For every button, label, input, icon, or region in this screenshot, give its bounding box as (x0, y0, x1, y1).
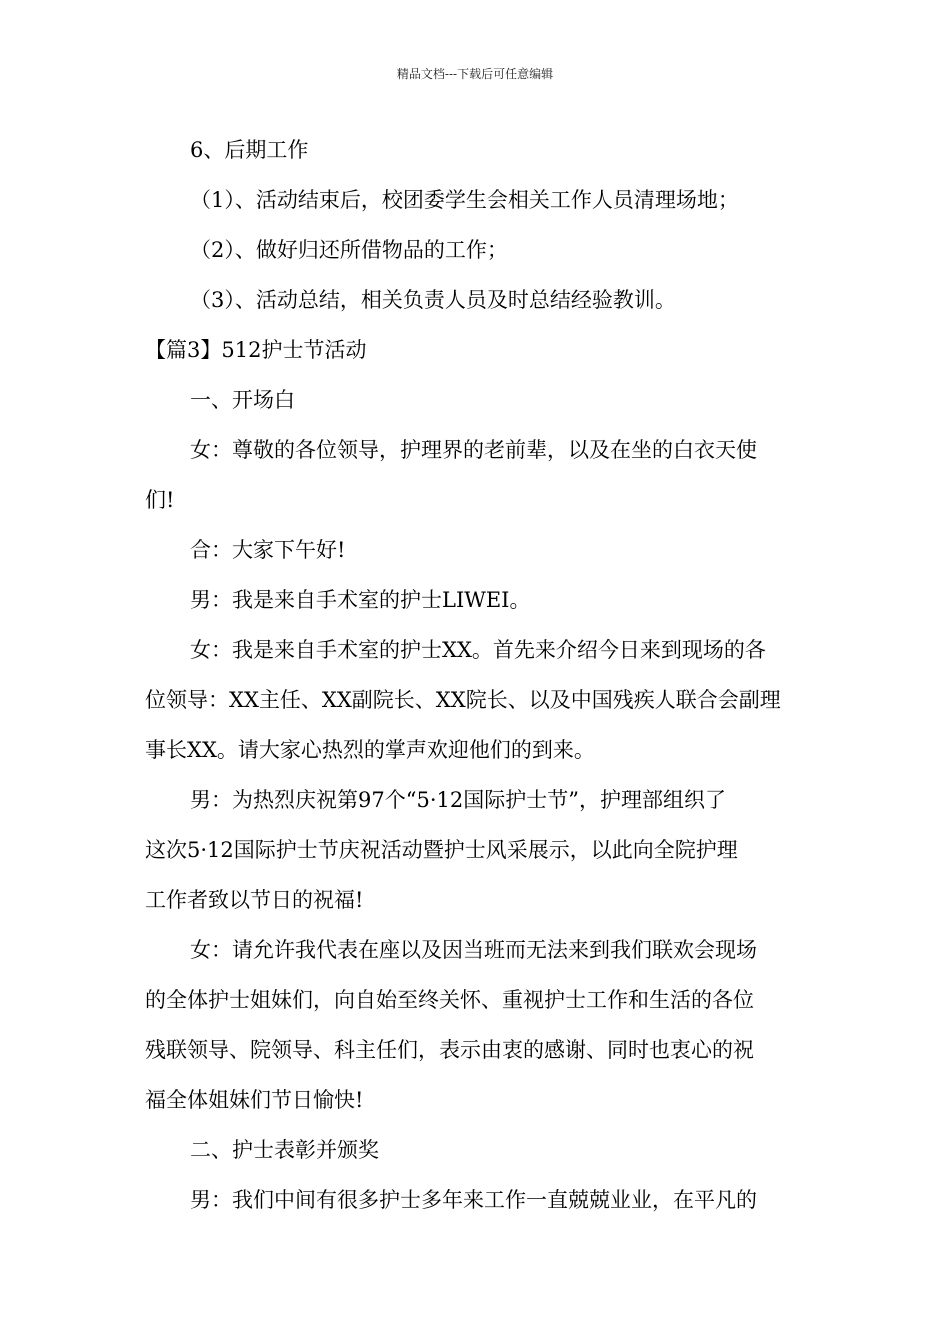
paragraph-line: 女：我是来自手术室的护士XX。首先来介绍今日来到现场的各 (190, 638, 766, 662)
paragraph-line: 工作者致以节日的祝福! (145, 888, 364, 912)
paragraph-line: 女：尊敬的各位领导，护理界的老前辈，以及在坐的白衣天使 (190, 438, 757, 462)
paragraph-line: 事长XX。请大家心热烈的掌声欢迎他们的到来。 (145, 738, 595, 762)
paragraph-line: 女：请允许我代表在座以及因当班而无法来到我们联欢会现场 (190, 938, 757, 962)
paragraph-line: 男：为热烈庆祝第97个“5·12国际护士节”，护理部组织了 (190, 788, 726, 812)
paragraph-line: 合：大家下午好! (190, 538, 346, 562)
list-item: （3）、活动总结，相关负责人员及时总结经验教训。 (190, 288, 676, 312)
heading-award: 二、护士表彰并颁奖 (190, 1138, 379, 1162)
paragraph-line: 们! (145, 488, 175, 512)
paragraph-line: 这次5·12国际护士节庆祝活动暨护士风采展示，以此向全院护理 (145, 838, 738, 862)
heading-opening: 一、开场白 (190, 388, 295, 412)
paragraph-line: 福全体姐妹们节日愉快! (145, 1088, 364, 1112)
paragraph-line: 位领导：XX主任、XX副院长、XX院长、以及中国残疾人联合会副理 (145, 688, 781, 712)
list-item: （1）、活动结束后，校团委学生会相关工作人员清理场地； (190, 188, 739, 212)
paragraph-line: 男：我们中间有很多护士多年来工作一直兢兢业业，在平凡的 (190, 1188, 757, 1212)
document-body (145, 125, 810, 1225)
section-title: 【篇3】512护士节活动 (145, 338, 367, 362)
paragraph-line: 的全体护士姐妹们，向自始至终关怀、重视护士工作和生活的各位 (145, 988, 754, 1012)
paragraph-line: 残联领导、院领导、科主任们，表示由衷的感谢、同时也衷心的祝 (145, 1038, 754, 1062)
heading-later-work: 6、后期工作 (190, 138, 309, 162)
paragraph-line: 男：我是来自手术室的护士LIWEI。 (190, 588, 531, 612)
list-item: （2）、做好归还所借物品的工作； (190, 238, 508, 262)
page-header: 精品文档---下载后可任意编辑 (396, 67, 554, 81)
